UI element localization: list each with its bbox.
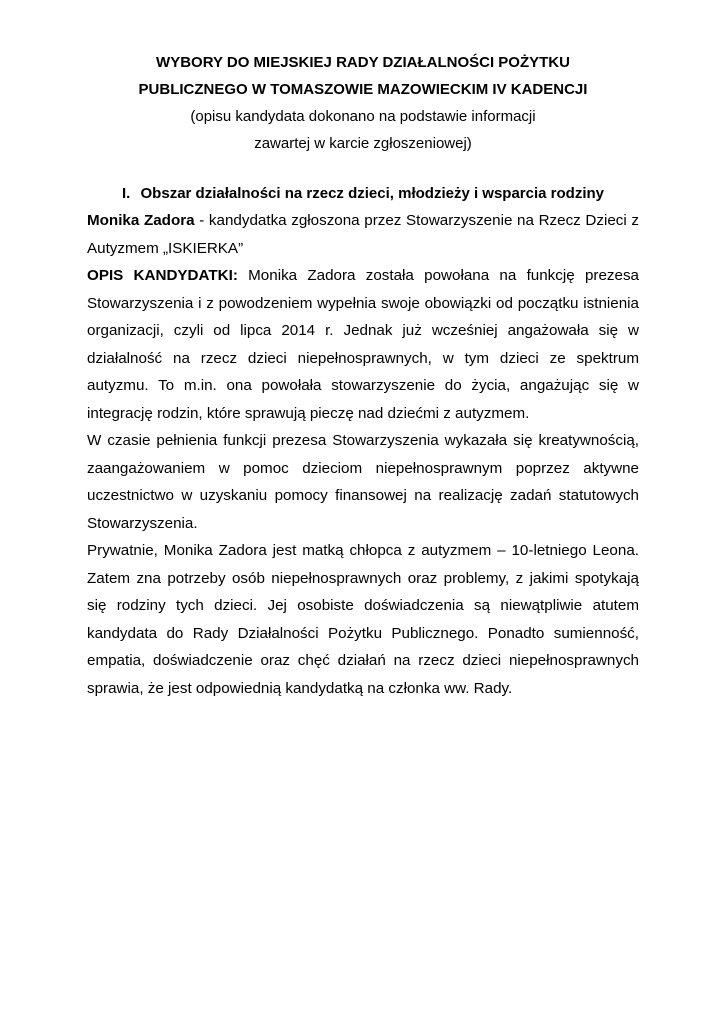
candidate-name: Monika Zadora	[87, 212, 195, 229]
description-text-1: Monika Zadora została powołana na funkcję prezesa Stowarzyszenia i z powodzeniem wypełnia swoje obowiązki od początku istnienia organizacji, czyli od lipca 2014 r. Jednak już wcześniej angażowała się w działalność na rzecz dzieci niepełnosprawnych, w tym dzieci ze spektrum autyzmu. To m.in. ona powołała stowarzyszenie do życia, angażując się w integrację rodzin, które sprawują pieczę nad dziećmi z autyzmem.	[87, 267, 639, 422]
document-subtitle-line-1: (opisu kandydata dokonano na podstawie informacji	[190, 108, 536, 125]
document-subtitle-line-2: zawartej w karcie zgłoszeniowej)	[254, 135, 472, 152]
candidate-paragraph	[87, 207, 639, 262]
candidate-nomination: - kandydatka zgłoszona przez Stowarzyszenie na Rzecz Dzieci z Autyzmem „ISKIERKA”	[87, 212, 639, 257]
description-paragraph-2: W czasie pełnienia funkcji prezesa Stowarzyszenia wykazała się kreatywnością, zaangażowaniem w pomoc dzieciom niepełnosprawnym poprzez aktywne uczestnictwo w uzyskaniu pomocy finansowej na realizację zadań statutowych Stowarzyszenia.	[87, 432, 639, 532]
document-page	[87, 49, 639, 702]
section-title: Obszar działalności na rzecz dzieci, młodzieży i wsparcia rodziny	[140, 185, 604, 202]
document-title-line-1: WYBORY DO MIEJSKIEJ RADY DZIAŁALNOŚCI POŻYTKU	[156, 54, 570, 71]
document-title-line-2: PUBLICZNEGO W TOMASZOWIE MAZOWIECKIM IV KADENCJI	[138, 81, 588, 98]
section-number: I.	[122, 185, 131, 202]
description-paragraph-3: Prywatnie, Monika Zadora jest matką chłopca z autyzmem – 10-letniego Leona. Zatem zna potrzeby osób niepełnosprawnych oraz problemy, z jakimi spotykają się rodziny tych dzieci. Jej osobiste doświadczenia są niewątpliwie atutem kandydata do Rady Działalności Pożytku Publicznego. Ponadto sumienność, empatia, doświadczenie oraz chęć działań na rzecz dzieci niepełnosprawnych sprawia, że jest odpowiednią kandydatką na członka ww. Rady.	[87, 542, 639, 697]
description-paragraph-1	[87, 262, 639, 427]
description-label: OPIS KANDYDATKI:	[87, 267, 238, 284]
section-heading	[87, 180, 639, 207]
document-header	[87, 49, 639, 157]
